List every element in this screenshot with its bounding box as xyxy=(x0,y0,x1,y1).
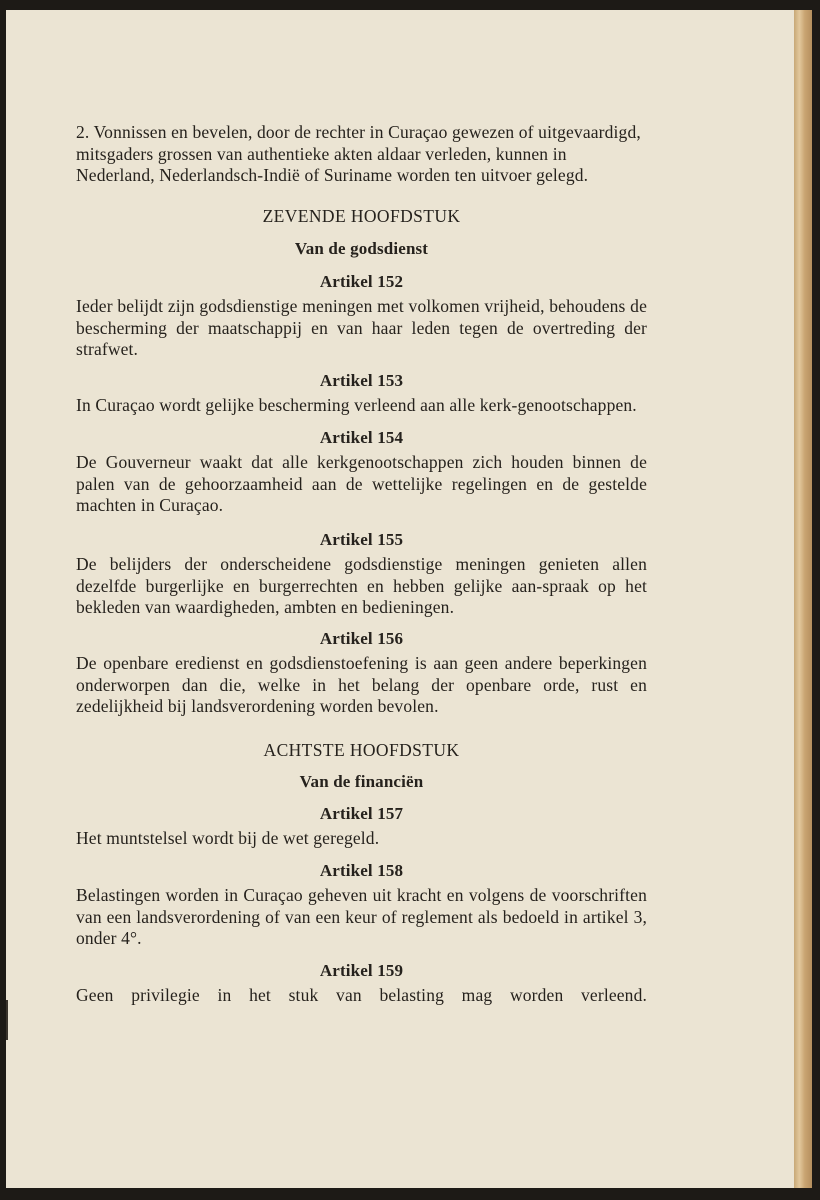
page-text xyxy=(76,122,647,1007)
article-156-heading: Artikel 156 xyxy=(319,628,404,648)
chapter-8-subtitle: Van de financiën xyxy=(299,772,424,791)
article-158-text: Belastingen worden in Curaçao geheven uit kracht en volgens de voorschriften van een landsverordening of van een keur of reglement als bedoeld in artikel 3, onder 4°. xyxy=(76,885,647,948)
article-155-text: De belijders der onderscheidene godsdienstige meningen genieten allen dezelfde burgerlijke en burgerrechten en hebben gelijke aan-spraak op het bekleden van waardigheden, ambten en bedieningen. xyxy=(76,554,647,617)
document-page xyxy=(6,10,794,1188)
article-156-text: De openbare eredienst en godsdienstoefening is aan geen andere beperkingen onderworpen dan die, welke in het belang der openbare orde, rust en zedelijkheid bij landsverordening worden bevolen. xyxy=(76,653,647,716)
article-159-heading: Artikel 159 xyxy=(319,960,404,980)
article-152-text: Ieder belijdt zijn godsdienstige meningen met volkomen vrijheid, behoudens de bescherming der maatschappij en van haar leden tegen de overtreding der strafwet. xyxy=(76,296,647,359)
chapter-7-subtitle: Van de godsdienst xyxy=(294,239,429,258)
article-158-heading: Artikel 158 xyxy=(319,860,404,880)
article-157-heading: Artikel 157 xyxy=(319,803,404,823)
intro-paragraph: 2. Vonnissen en bevelen, door de rechter in Curaçao gewezen of uitgevaardigd, mitsgaders grossen van authentieke akten aldaar verleden, kunnen in Nederland, Nederlandsch-Indië of Suriname worden ten uitvoer gelegd. xyxy=(76,122,641,185)
article-154-text: De Gouverneur waakt dat alle kerkgenootschappen zich houden binnen de palen van de gehoorzaamheid aan de wettelijke regelingen en de gestelde machten in Curaçao. xyxy=(76,452,647,515)
chapter-8-title: ACHTSTE HOOFDSTUK xyxy=(263,739,460,760)
page-edge xyxy=(794,10,812,1188)
chapter-7-title: ZEVENDE HOOFDSTUK xyxy=(262,205,461,226)
article-159-text: Geen privilegie in het stuk van belasting mag worden verleend. xyxy=(76,985,647,1005)
article-152-heading: Artikel 152 xyxy=(319,271,404,291)
article-153-text: In Curaçao wordt gelijke bescherming verleend aan alle kerk-genootschappen. xyxy=(76,395,637,415)
article-155-heading: Artikel 155 xyxy=(319,529,404,549)
article-157-text: Het muntstelsel wordt bij de wet geregeld. xyxy=(76,828,380,848)
article-153-heading: Artikel 153 xyxy=(319,370,404,390)
article-154-heading: Artikel 154 xyxy=(319,427,404,447)
scan-mark-left xyxy=(6,1000,8,1040)
